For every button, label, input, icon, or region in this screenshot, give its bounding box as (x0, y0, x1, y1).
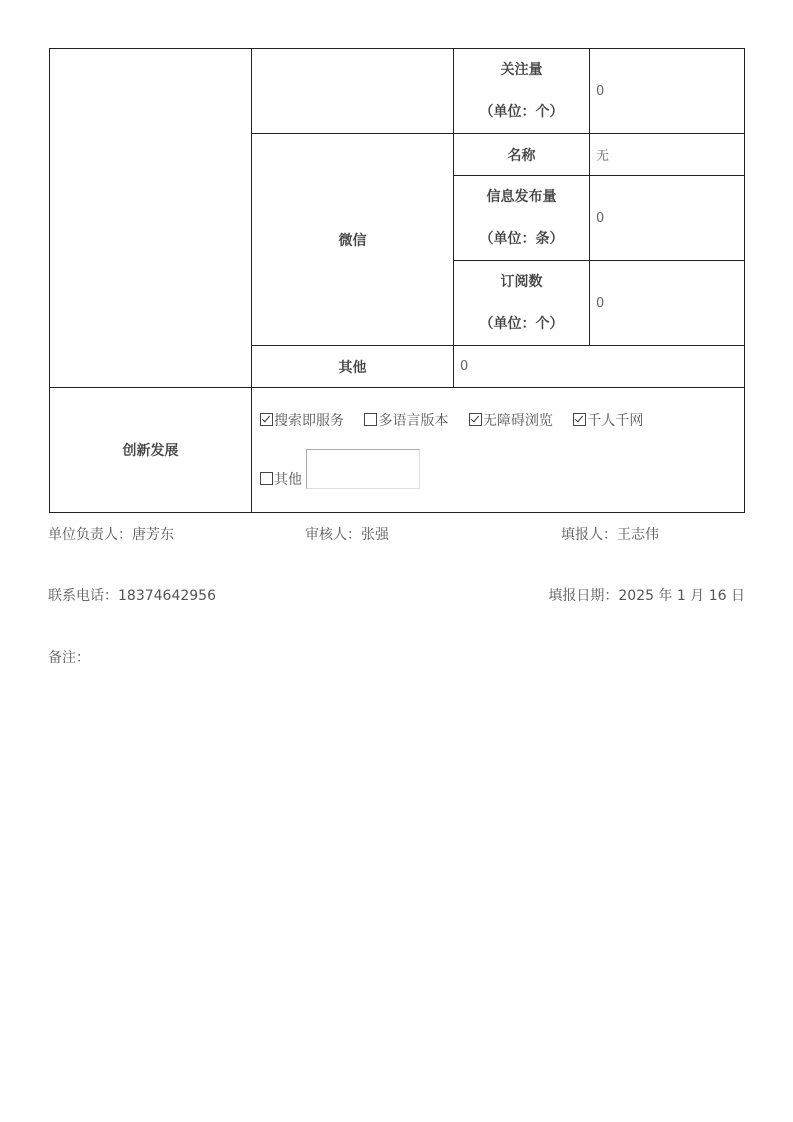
wechat-posts-value: 0 (590, 176, 745, 261)
option-accessibility[interactable]: 无障碍浏览 (469, 410, 553, 430)
wechat-label: 微信 (252, 134, 454, 346)
report-table (49, 48, 745, 513)
empty-category-cell (50, 49, 252, 388)
checkbox-unchecked-icon[interactable] (260, 472, 273, 485)
option-multilingual[interactable]: 多语言版本 (364, 410, 448, 430)
filler: 填报人：王志伟 (561, 527, 659, 543)
other-option-row (260, 449, 744, 489)
other-platform-label: 其他 (252, 346, 454, 388)
wechat-subscribers-value: 0 (590, 261, 745, 346)
wechat-subscribers-label: 订阅数 （单位：个） (454, 261, 590, 346)
fill-date: 填报日期：2025 年 1 月 16 日 (548, 588, 745, 604)
option-personalized[interactable]: 千人千网 (573, 410, 643, 430)
wechat-name-label: 名称 (454, 134, 590, 176)
checkbox-checked-icon[interactable] (469, 413, 482, 426)
other-platform-value: 0 (454, 346, 745, 388)
checkbox-unchecked-icon[interactable] (364, 413, 377, 426)
checkbox-checked-icon[interactable] (573, 413, 586, 426)
checkbox-checked-icon[interactable] (260, 413, 273, 426)
reviewer: 审核人：张强 (305, 527, 389, 543)
wechat-name-value: 无 (590, 134, 745, 176)
remark: 备注： (48, 650, 90, 666)
innovation-options-row (260, 410, 744, 430)
innovation-label: 创新发展 (50, 388, 252, 513)
other-text-input[interactable] (306, 449, 420, 489)
option-other[interactable]: 其他 (260, 469, 302, 489)
option-search-as-service[interactable]: 搜索即服务 (260, 410, 344, 430)
wechat-posts-label: 信息发布量 （单位：条） (454, 176, 590, 261)
contact-phone: 联系电话：18374642956 (48, 588, 216, 604)
followers-value: 0 (590, 49, 745, 134)
unit-head: 单位负责人：唐芳东 (48, 527, 174, 543)
followers-label: 关注量 （单位：个） (454, 49, 590, 134)
innovation-options-cell (252, 388, 745, 513)
empty-platform-cell (252, 49, 454, 134)
